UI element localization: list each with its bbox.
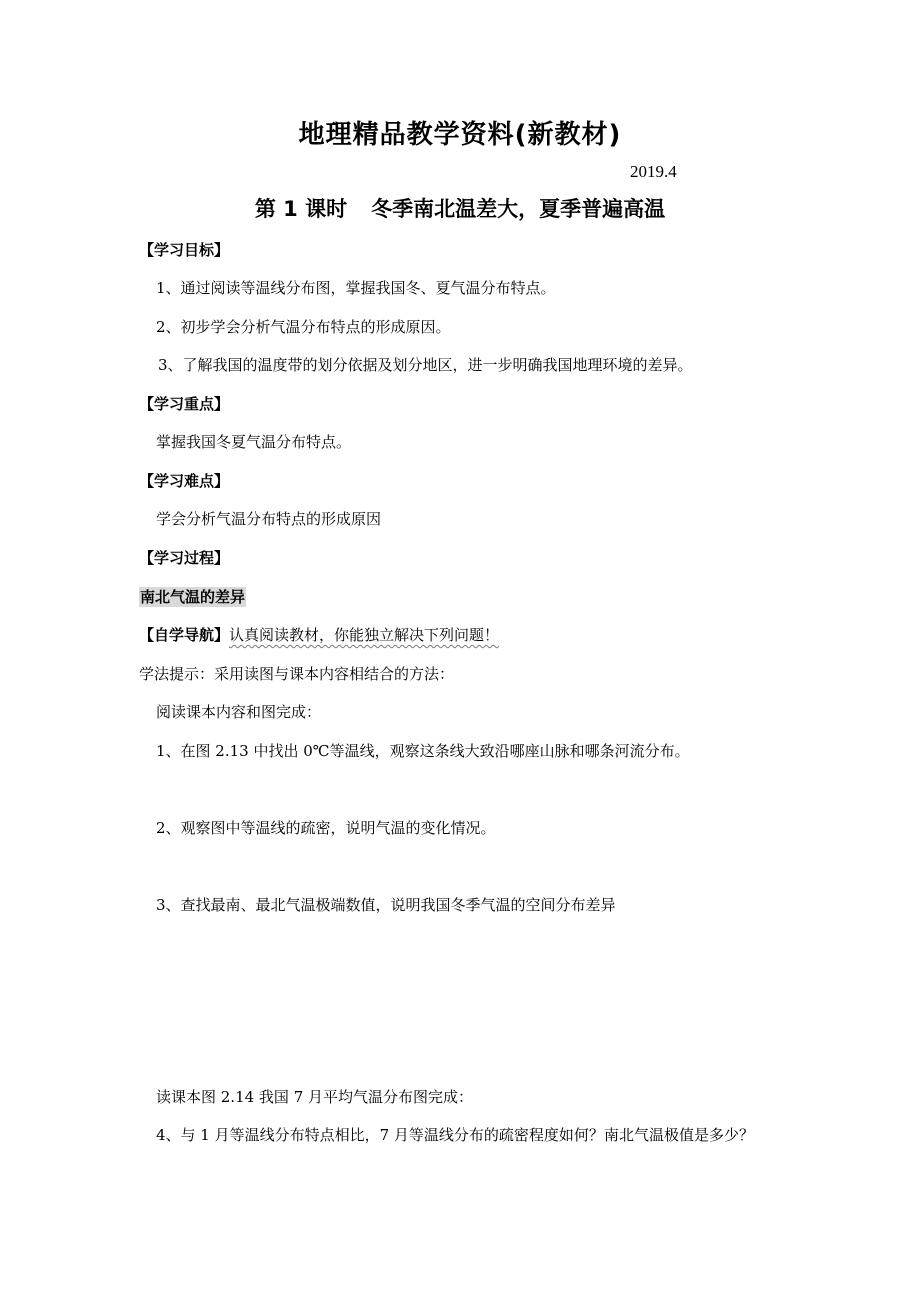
lesson-topic: 冬季南北温差大，夏季普遍高温 — [371, 197, 666, 221]
process-heading: 【学习过程】 — [139, 549, 230, 567]
objective-item-1: 1、通过阅读等温线分布图，掌握我国冬、夏气温分布特点。 — [156, 279, 556, 297]
objective-item-3: 3、了解我国的温度带的划分依据及划分地区，进一步明确我国地理环境的差异。 — [158, 356, 693, 374]
question-3: 3、查找最南、最北气温极端数值，说明我国冬季气温的空间分布差异 — [156, 896, 616, 914]
question-4: 4、与 1 月等温线分布特点相比，7 月等温线分布的疏密程度如何？南北气温极值是多少？ — [156, 1126, 754, 1144]
self-study-line — [139, 624, 499, 645]
read-intro: 阅读课本内容和图完成： — [156, 703, 322, 721]
difficulties-text: 学会分析气温分布特点的形成原因 — [156, 510, 382, 528]
read-intro-2: 读课本图 2.14 我国 7 月平均气温分布图完成： — [156, 1088, 474, 1106]
lesson-number: 第 1 课时 — [254, 197, 348, 221]
question-2: 2、观察图中等温线的疏密，说明气温的变化情况。 — [156, 819, 496, 837]
question-1: 1、在图 2.13 中找出 0℃等温线，观察这条线大致沿哪座山脉和哪条河流分布。 — [156, 742, 690, 760]
document-title: 地理精品教学资料(新教材) — [298, 120, 622, 150]
self-study-label: 【自学导航】 — [139, 626, 230, 644]
key-points-heading: 【学习重点】 — [139, 395, 230, 413]
part1-title — [139, 586, 246, 607]
objectives-heading: 【学习目标】 — [139, 241, 230, 259]
lesson-title — [0, 193, 920, 223]
method-hint: 学法提示：采用读图与课本内容相结合的方法： — [139, 665, 455, 683]
difficulties-heading: 【学习难点】 — [139, 472, 230, 490]
part1-title-text: 南北气温的差异 — [140, 588, 246, 606]
self-study-instruction: 认真阅读教材，你能独立解决下列问题！ — [229, 626, 500, 644]
objective-item-2: 2、初步学会分析气温分布特点的形成原因。 — [156, 318, 451, 336]
document-date: 2019.4 — [630, 162, 677, 181]
key-points-text: 掌握我国冬夏气温分布特点。 — [156, 433, 352, 451]
